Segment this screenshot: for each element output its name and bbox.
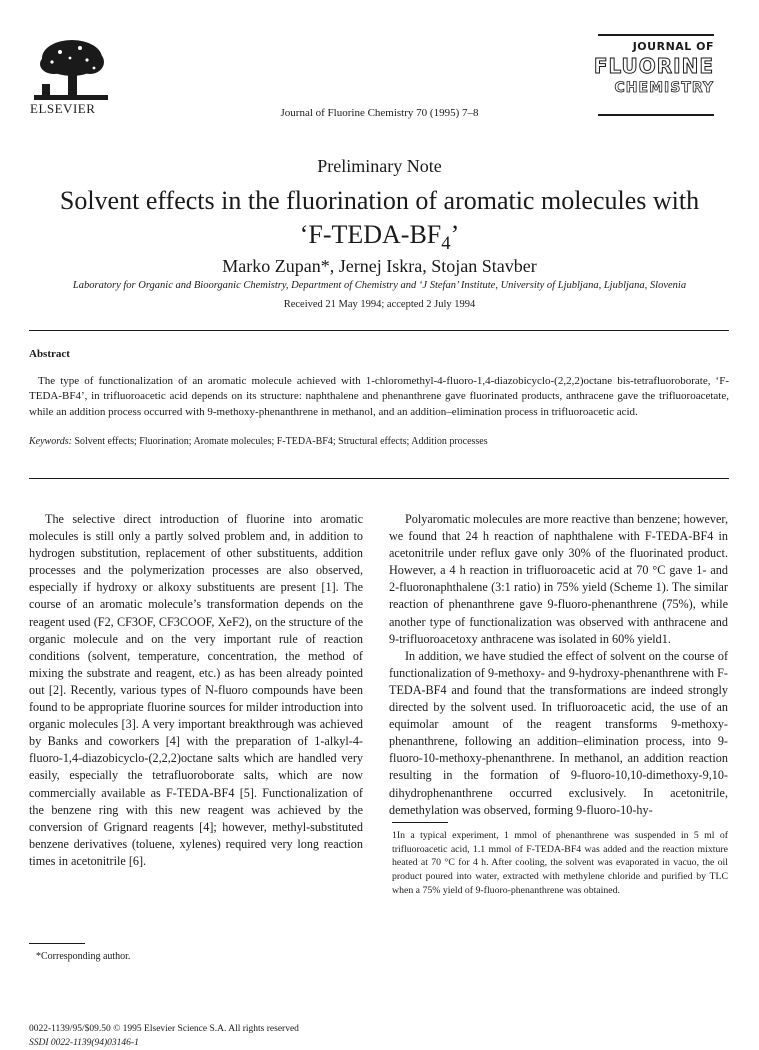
- journal-logo-line1: JOURNAL OF: [598, 40, 714, 53]
- article-type: Preliminary Note: [0, 156, 759, 177]
- affiliation: Laboratory for Organic and Bioorganic Chemistry, Department of Chemistry and ‘J Stefan’ Institute, University of Ljubljana, Ljubljana, Slovenia: [0, 280, 759, 291]
- authors: Marko Zupan*, Jernej Iskra, Stojan Stavber: [0, 256, 759, 277]
- divider-bottom: [29, 478, 729, 479]
- corresponding-author-note: *Corresponding author.: [36, 951, 130, 962]
- title-line1: Solvent effects in the fluorination of aromatic molecules with: [0, 184, 759, 218]
- journal-citation: Journal of Fluorine Chemistry 70 (1995) 7–8: [0, 107, 759, 119]
- divider-top: [29, 330, 729, 331]
- publisher-name: ELSEVIER: [30, 101, 95, 117]
- body-column-right: [389, 511, 728, 819]
- journal-logo-line2: FLUORINE: [594, 54, 714, 78]
- keywords-list: Solvent effects; Fluorination; Aromate molecules; F-TEDA-BF4; Structural effects; Addition processes: [74, 436, 487, 447]
- journal-logo-line3: CHEMISTRY: [615, 80, 714, 96]
- footnote-rule-left: [29, 943, 85, 944]
- keywords-label: Keywords:: [29, 436, 72, 447]
- ssdi-line: SSDI 0022-1139(94)03146-1: [29, 1037, 299, 1050]
- abstract-text: The type of functionalization of an aromatic molecule achieved with 1-chloromethyl-4-fluoro-1,4-diazobicyclo-(2,2,2)octane bis-tetrafluoroborate, ‘F-TEDA-BF4’, in trifluoroacetic acid depends on its structure: naphthalene and phenanthrene gave fluorinated products, anthracene gave the trifluoroacetate, while an addition process occurred with 9-methoxy-phenanthrene in methanol, and an addition–elimination process in trifluoroacetic acid.: [29, 374, 729, 420]
- article-title: [0, 184, 759, 252]
- keywords: [29, 436, 729, 447]
- copyright-footer: [29, 1023, 299, 1050]
- abstract-heading: Abstract: [29, 348, 70, 360]
- received-dates: Received 21 May 1994; accepted 2 July 1994: [0, 299, 759, 310]
- footnote: 1In a typical experiment, 1 mmol of phenanthrene was suspended in 5 ml of trifluoroacetic acid, 1.1 mmol of F-TEDA-BF4 was added and the reaction mixture heated at 70 °C for 4 h. After cooling, the solvent was evaporated in vacuo, the oil product poured into water, extracted with methylene chloride and purified by TLC when a 75% yield of 9-fluoro-phenanthrene was obtained.: [392, 829, 728, 898]
- journal-logo: [598, 34, 714, 118]
- paragraph: Polyaromatic molecules are more reactive than benzene; however, we found that 24 h reaction of naphthalene with F-TEDA-BF4 in acetonitrile under reflux gave only 30% of the fluorinated product. However, a 4 h reaction in trifluoroacetic acid at 70 °C gave 1- and 2-fluoronaphthalene (3:1 ratio) in 75% yield (Scheme 1). The similar reaction of phenanthrene gave 9-fluoro-phenanthrene (75%), while another type of functionalization was observed with anthracene and 9-trifluoroacetoxy anthracene was isolated in 60% yield1.: [389, 511, 728, 648]
- elsevier-tree-logo: [32, 38, 110, 102]
- copyright-line: 0022-1139/95/$09.50 © 1995 Elsevier Science S.A. All rights reserved: [29, 1023, 299, 1037]
- footnote-rule: [392, 822, 448, 823]
- body-column-left: [29, 511, 363, 870]
- paragraph: In addition, we have studied the effect of solvent on the course of functionalization of 9-methoxy- and 9-hydroxy-phenanthrene with F-TEDA-BF4 and found that the transformations are indeed strongly directed by the solvent used. In trifluoroacetic acid, the use of an equimolar amount of the reagent transforms 9-methoxy-phenanthrene, following an addition–elimination process, into 9-fluoro-10-methoxy-phenanthrene. In methanol, an addition reaction resulting in the formation of 9-fluoro-10,10-dimethoxy-9,10-dihydrophenanthrene occurred exclusively. In acetonitrile, demethylation was observed, forming 9-fluoro-10-hy-: [389, 648, 728, 819]
- title-line2: ‘$F-TEDA-BF_4$’: [0, 218, 759, 252]
- paragraph: The selective direct introduction of fluorine into aromatic molecules is still only a partly solved problem and, in addition to hydrogen substitution, replacement of other substituents, addition processes and the polymerization processes are also observed, especially if hydroxy or alkoxy substituents are present [1]. The course of an aromatic molecule’s transformation depends on the reagent used (F2, CF3OF, CF3COOF, XeF2), on the structure of the organic molecule and on the very important rule of reaction conditions (solvent, temperature, concentration, the method of mixing the substrate and reagent, etc.) as has been already pointed out [2]. Recently, various types of N-fluoro compounds have been found to be appropriate fluorine sources for milder introduction into organic molecules [3]. A very important breakthrough was achieved by Banks and coworkers [4] with the preparation of 1-alkyl-4-fluoro-1,4-diazobicyclo-(2,2,2)octane salts which are handled very easily, especially the tetrafluoroborate salts, which are now commercially available as F-TEDA-BF4 [5]. Functionalization of the benzene ring with this new reagent was achieved by the conversion of Grignard reagents [4]; however, methyl-substituted benzene derivatives (toluene, xylenes) required very long reaction times in acetonitrile [6].: [29, 511, 363, 870]
